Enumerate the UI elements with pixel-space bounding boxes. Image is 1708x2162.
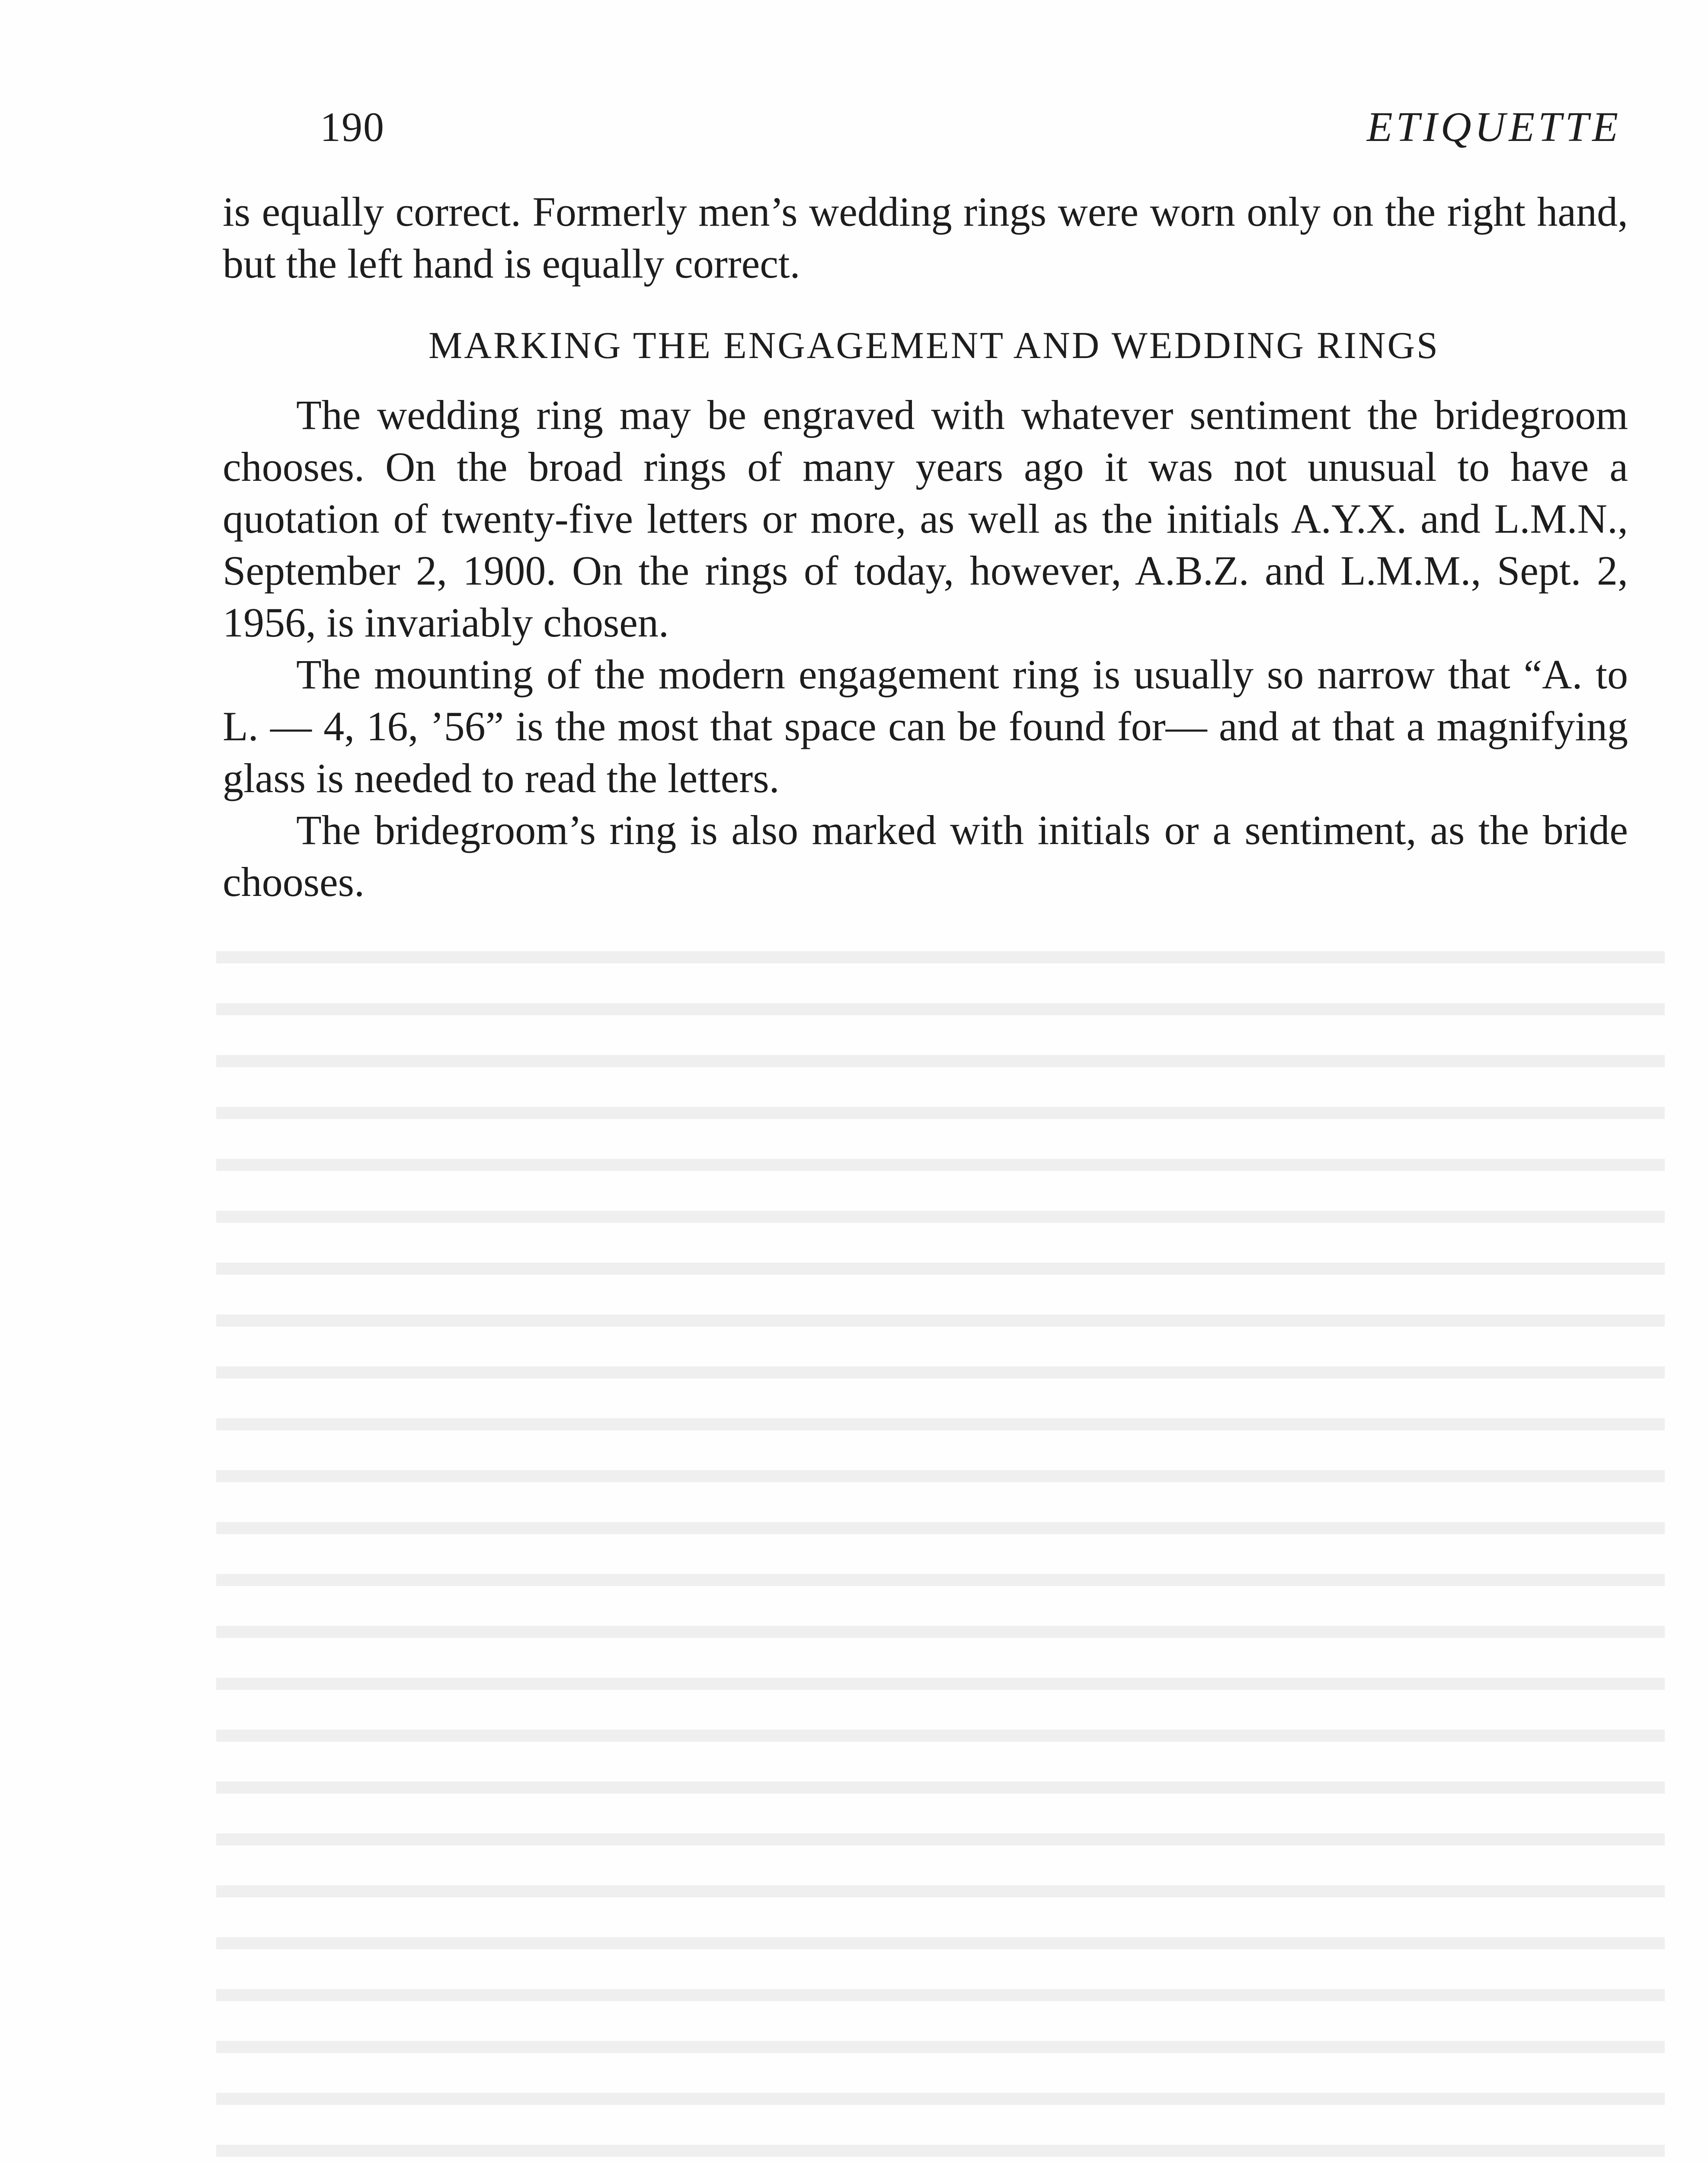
- paragraph-continuation: is equally correct. Formerly men’s wedding rings were worn only on the right hand, but the left hand is equally correct.: [223, 189, 1628, 287]
- body-text: [223, 186, 1628, 908]
- reverse-page-show-through: [216, 951, 1665, 2162]
- section-heading: MARKING THE ENGAGEMENT AND WEDDING RINGS: [429, 325, 1439, 367]
- running-head: ETIQUETTE: [1366, 104, 1622, 150]
- paragraph-wedding-ring: The wedding ring may be engraved with whatever sentiment the bridegroom chooses. On the broad rings of many years ago it was not unusual to have a quotation of twenty-five letters or more, as well as the initials A.Y.X. and L.M.N., September 2, 1900. On the rings of today, however, A.B.Z. and L.M.M., Sept. 2, 1956, is invariably chosen.: [223, 392, 1628, 646]
- paragraph-engagement-ring: The mounting of the modern engagement ring is usually so narrow that “A. to L. — 4, 16, ’56” is the most that space can be found for— and at that a magnifying glass is needed to read the letters.: [223, 651, 1628, 801]
- page-header: [320, 103, 1622, 163]
- page-number: 190: [320, 104, 385, 150]
- paragraph-bridegroom-ring: The bridegroom’s ring is also marked with initials or a sentiment, as the bride chooses.: [223, 807, 1628, 905]
